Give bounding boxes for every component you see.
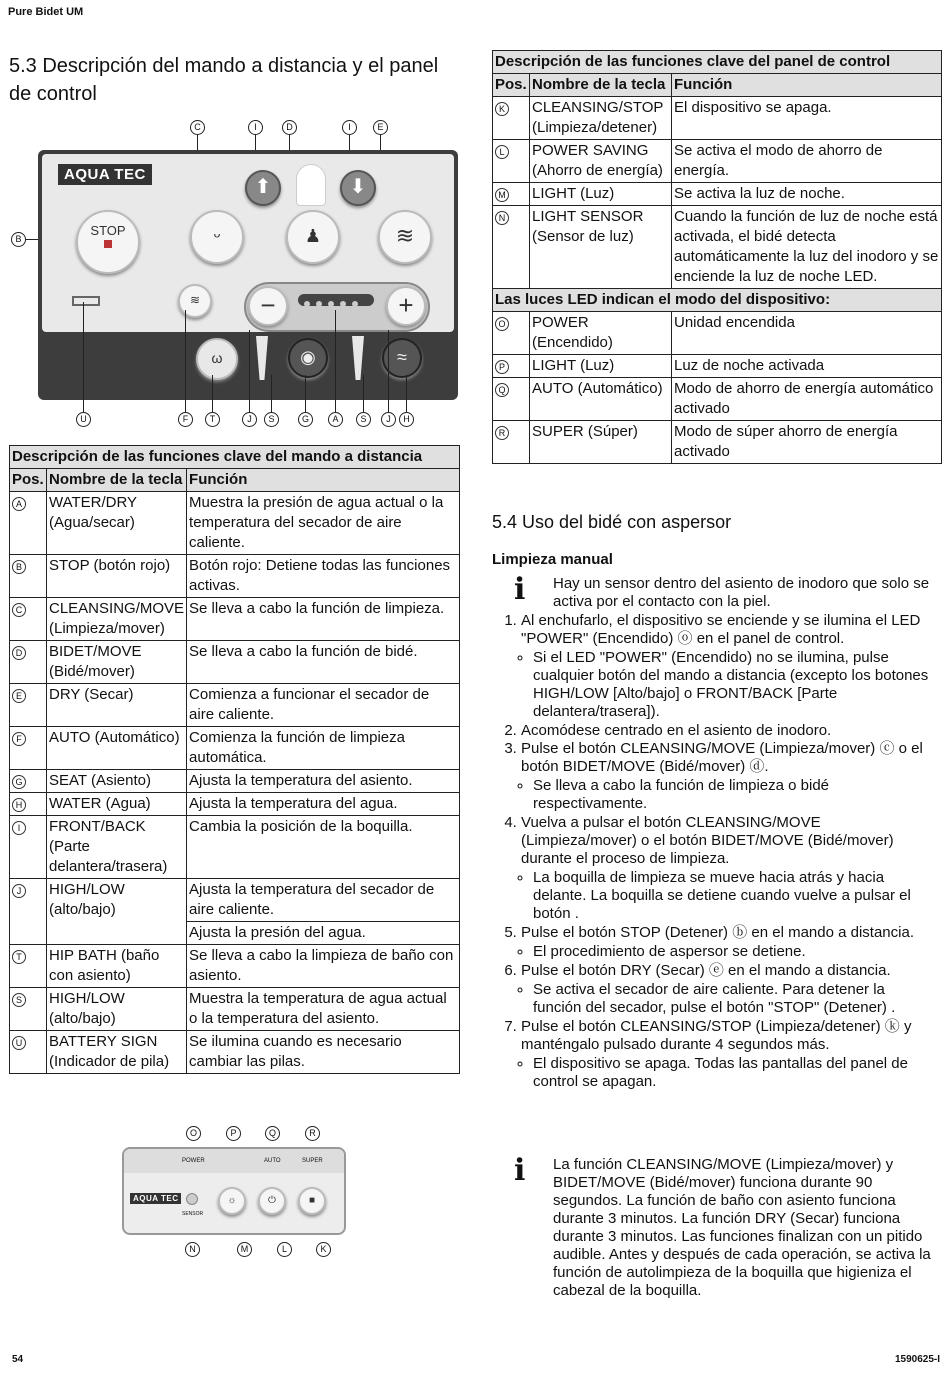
col-name: Nombre de la tecla [47, 469, 187, 492]
steps-list [492, 612, 937, 1092]
callout-g: G [298, 412, 313, 427]
table-row: B STOP (botón rojo) Botón rojo: Detiene todas las funciones activas. [10, 555, 460, 598]
callout-o: O [186, 1126, 201, 1141]
note-durations: La función CLEANSING/MOVE (Limpieza/mover) y BIDET/MOVE (Bidé/mover) funciona durante 90 segundos. La función de baño con asiento funciona durante 3 minutos. La función DRY (Secar) funciona durante 3 minutos. Las funciones finalizan con un pitido audible. Antes y después de cada operación, se activa la función de autolimpieza de la boquilla que higieniza el cabezal de la boquilla. [553, 1156, 931, 1299]
led-label-super: SUPER [302, 1158, 323, 1164]
manual-cleaning-subtitle: Limpieza manual [492, 551, 613, 568]
table-row: I FRONT/BACK (Parte delantera/trasera) Cambia la posición de la boquilla. [10, 816, 460, 879]
table-row: Q AUTO (Automático) Modo de ahorro de energía automático activado [493, 378, 942, 421]
back-button[interactable]: ⬇ [340, 170, 376, 206]
section-5-3-title: 5.3 Descripción del mando a distancia y el panel de control [9, 55, 439, 105]
plus-button[interactable]: + [386, 286, 426, 326]
table-row: K CLEANSING/STOP (Limpieza/detener) El dispositivo se apaga. [493, 97, 942, 140]
table-row: Ajusta la presión del agua. [10, 922, 460, 945]
list-item: 5. Pulse el botón STOP (Detener) ⓑ en el mando a distancia. ◦ El procedimiento de aspersor se detiene. [521, 924, 937, 961]
remote-brand-logo: AQUA TEC [58, 164, 152, 185]
battery-sign-icon [72, 296, 100, 306]
section-5-4-title: 5.4 Uso del bidé con aspersor [492, 512, 732, 532]
callout-j-left: J [242, 412, 257, 427]
auto-button[interactable]: ≋ [178, 284, 212, 318]
callout-i-left: I [248, 120, 263, 135]
led-table-title: Las luces LED indican el modo del dispositivo: [493, 289, 942, 312]
panel-functions-table [492, 50, 942, 464]
light-button[interactable]: ☼ [218, 1187, 246, 1215]
callout-c: C [190, 120, 205, 135]
seat-button[interactable]: ◉ [288, 338, 328, 378]
control-panel-body [122, 1147, 346, 1235]
table-row: J HIGH/LOW (alto/bajo) Ajusta la temperatura del secador de aire caliente. [10, 879, 460, 922]
list-item: 2. Acomódese centrado en el asiento de inodoro. [521, 722, 937, 740]
table-row: U BATTERY SIGN (Indicador de pila) Se ilumina cuando es necesario cambiar las pilas. [10, 1031, 460, 1074]
callout-s-left: S [264, 412, 279, 427]
led-label-auto: AUTO [264, 1158, 281, 1164]
callout-d: D [282, 120, 297, 135]
col-pos: Pos. [493, 74, 530, 97]
table-row: D BIDET/MOVE (Bidé/mover) Se lleva a cabo la función de bidé. [10, 641, 460, 684]
remote-functions-table [9, 445, 460, 1074]
stop-label: STOP [90, 223, 126, 238]
water-button[interactable]: ≈ [382, 338, 422, 378]
col-pos: Pos. [10, 469, 47, 492]
front-button[interactable]: ⬆ [245, 170, 281, 206]
power-saving-button[interactable]: ⏻ [258, 1187, 286, 1215]
table-row: T HIP BATH (baño con asiento) Se lleva a cabo la limpieza de baño con asiento. [10, 945, 460, 988]
callout-s-right: S [356, 412, 371, 427]
col-function: Función [187, 469, 460, 492]
table-row: E DRY (Secar) Comienza a funcionar el secador de aire caliente. [10, 684, 460, 727]
list-item: 1. Al enchufarlo, el dispositivo se enciende y se ilumina el LED "POWER" (Encendido) ⓞ en el panel de control. ◦ Si el LED "POWER" (Encendido) no se ilumina, pulse cualquier botón del mando a distancia (excepto los botones HIGH/LOW [Alto/bajo] o FRONT/BACK [Parte delantera/trasera]). [521, 612, 937, 721]
list-item: 3. Pulse el botón CLEANSING/MOVE (Limpieza/mover) ⓒ o el botón BIDET/MOVE (Bidé/mover) ⓓ. ◦ Se lleva a cabo la función de limpieza o bidé respectivamente. [521, 740, 937, 813]
minus-button[interactable]: − [248, 286, 288, 326]
callout-e: E [373, 120, 388, 135]
stop-button[interactable] [76, 210, 140, 274]
high-low-left-icon [256, 336, 268, 380]
callout-r: R [305, 1126, 320, 1141]
list-item: 6. Pulse el botón DRY (Secar) ⓔ en el mando a distancia. ◦ Se activa el secador de aire caliente. Para detener la función del secador, pulse el botón "STOP" (Detener) . [521, 962, 937, 1017]
callout-b: B [11, 232, 26, 247]
callout-a: A [328, 412, 343, 427]
table-row: F AUTO (Automático) Comienza la función de limpieza automática. [10, 727, 460, 770]
callout-f: F [178, 412, 193, 427]
table-row: G SEAT (Asiento) Ajusta la temperatura del asiento. [10, 770, 460, 793]
level-dots [298, 294, 374, 306]
doc-code: 1590625-I [894, 1354, 940, 1365]
info-icon: ℹ [514, 1153, 526, 1188]
col-name: Nombre de la tecla [530, 74, 672, 97]
callout-l: L [277, 1242, 292, 1257]
table-row: P LIGHT (Luz) Luz de noche activada [493, 355, 942, 378]
stop-red-square-icon [104, 240, 112, 248]
cleansing-stop-button[interactable]: ■ [298, 1187, 326, 1215]
sensor-label: SENSOR [182, 1211, 204, 1217]
table-row: A WATER/DRY (Agua/secar) Muestra la presión de agua actual o la temperatura del secador de aire caliente. [10, 492, 460, 555]
callout-u: U [76, 412, 91, 427]
callout-t: T [205, 412, 220, 427]
dry-button[interactable]: ≋ [378, 210, 432, 264]
remote-table-title: Descripción de las funciones clave del mando a distancia [10, 446, 460, 469]
callout-h: H [399, 412, 414, 427]
info-icon: ℹ [514, 572, 526, 607]
high-low-right-icon [352, 336, 364, 380]
callout-i-right: I [342, 120, 357, 135]
table-row: H WATER (Agua) Ajusta la temperatura del agua. [10, 793, 460, 816]
callout-j-right: J [381, 412, 396, 427]
table-row: O POWER (Encendido) Unidad encendida [493, 312, 942, 355]
panel-table-title: Descripción de las funciones clave del panel de control [493, 51, 942, 74]
list-item: 7. Pulse el botón CLEANSING/STOP (Limpieza/detener) ⓚ y manténgalo pulsado durante 4 segundos más. ◦ El dispositivo se apaga. Todas las pantallas del panel de control se apagan. [521, 1018, 937, 1091]
water-dry-indicator [244, 282, 430, 332]
light-sensor-icon [186, 1193, 198, 1205]
table-row: L POWER SAVING (Ahorro de energía) Se activa el modo de ahorro de energía. [493, 140, 942, 183]
col-function: Función [672, 74, 942, 97]
list-item: 4. Vuelva a pulsar el botón CLEANSING/MOVE (Limpieza/mover) o el botón BIDET/MOVE (Bidé/mover) durante el proceso de limpieza. ◦ La boquilla de limpieza se mueve hacia atrás y hacia delante. La boquilla se detiene cuando vuelve a pulsar el botón . [521, 814, 937, 923]
remote-body [38, 150, 458, 400]
bidet-move-button[interactable]: ♟ [286, 210, 340, 264]
nozzle-position-icon [296, 164, 326, 206]
table-row: M LIGHT (Luz) Se activa la luz de noche. [493, 183, 942, 206]
table-row: C CLEANSING/MOVE (Limpieza/mover) Se lleva a cabo la función de limpieza. [10, 598, 460, 641]
table-row: S HIGH/LOW (alto/bajo) Muestra la temperatura de agua actual o la temperatura del asiento. [10, 988, 460, 1031]
cleansing-move-button[interactable]: ᵕ [190, 210, 244, 264]
note-sensor: Hay un sensor dentro del asiento de inodoro que solo se activa por el contacto con la piel. [553, 575, 930, 610]
page-number: 54 [12, 1354, 24, 1365]
led-label-power: POWER [182, 1158, 205, 1164]
table-row: N LIGHT SENSOR (Sensor de luz) Cuando la función de luz de noche está activada, el bidé detecta automáticamente la luz del inodoro y se enciende la luz de noche LED. [493, 206, 942, 289]
callout-m: M [237, 1242, 252, 1257]
callout-n: N [185, 1242, 200, 1257]
hip-bath-button[interactable]: ω [196, 338, 238, 380]
callout-k: K [316, 1242, 331, 1257]
callout-q: Q [265, 1126, 280, 1141]
table-row: R SUPER (Súper) Modo de súper ahorro de energía activado [493, 421, 942, 464]
callout-p: P [226, 1126, 241, 1141]
panel-brand-logo: AQUA TEC [130, 1193, 181, 1204]
header-title: Pure Bidet UM [8, 6, 84, 18]
